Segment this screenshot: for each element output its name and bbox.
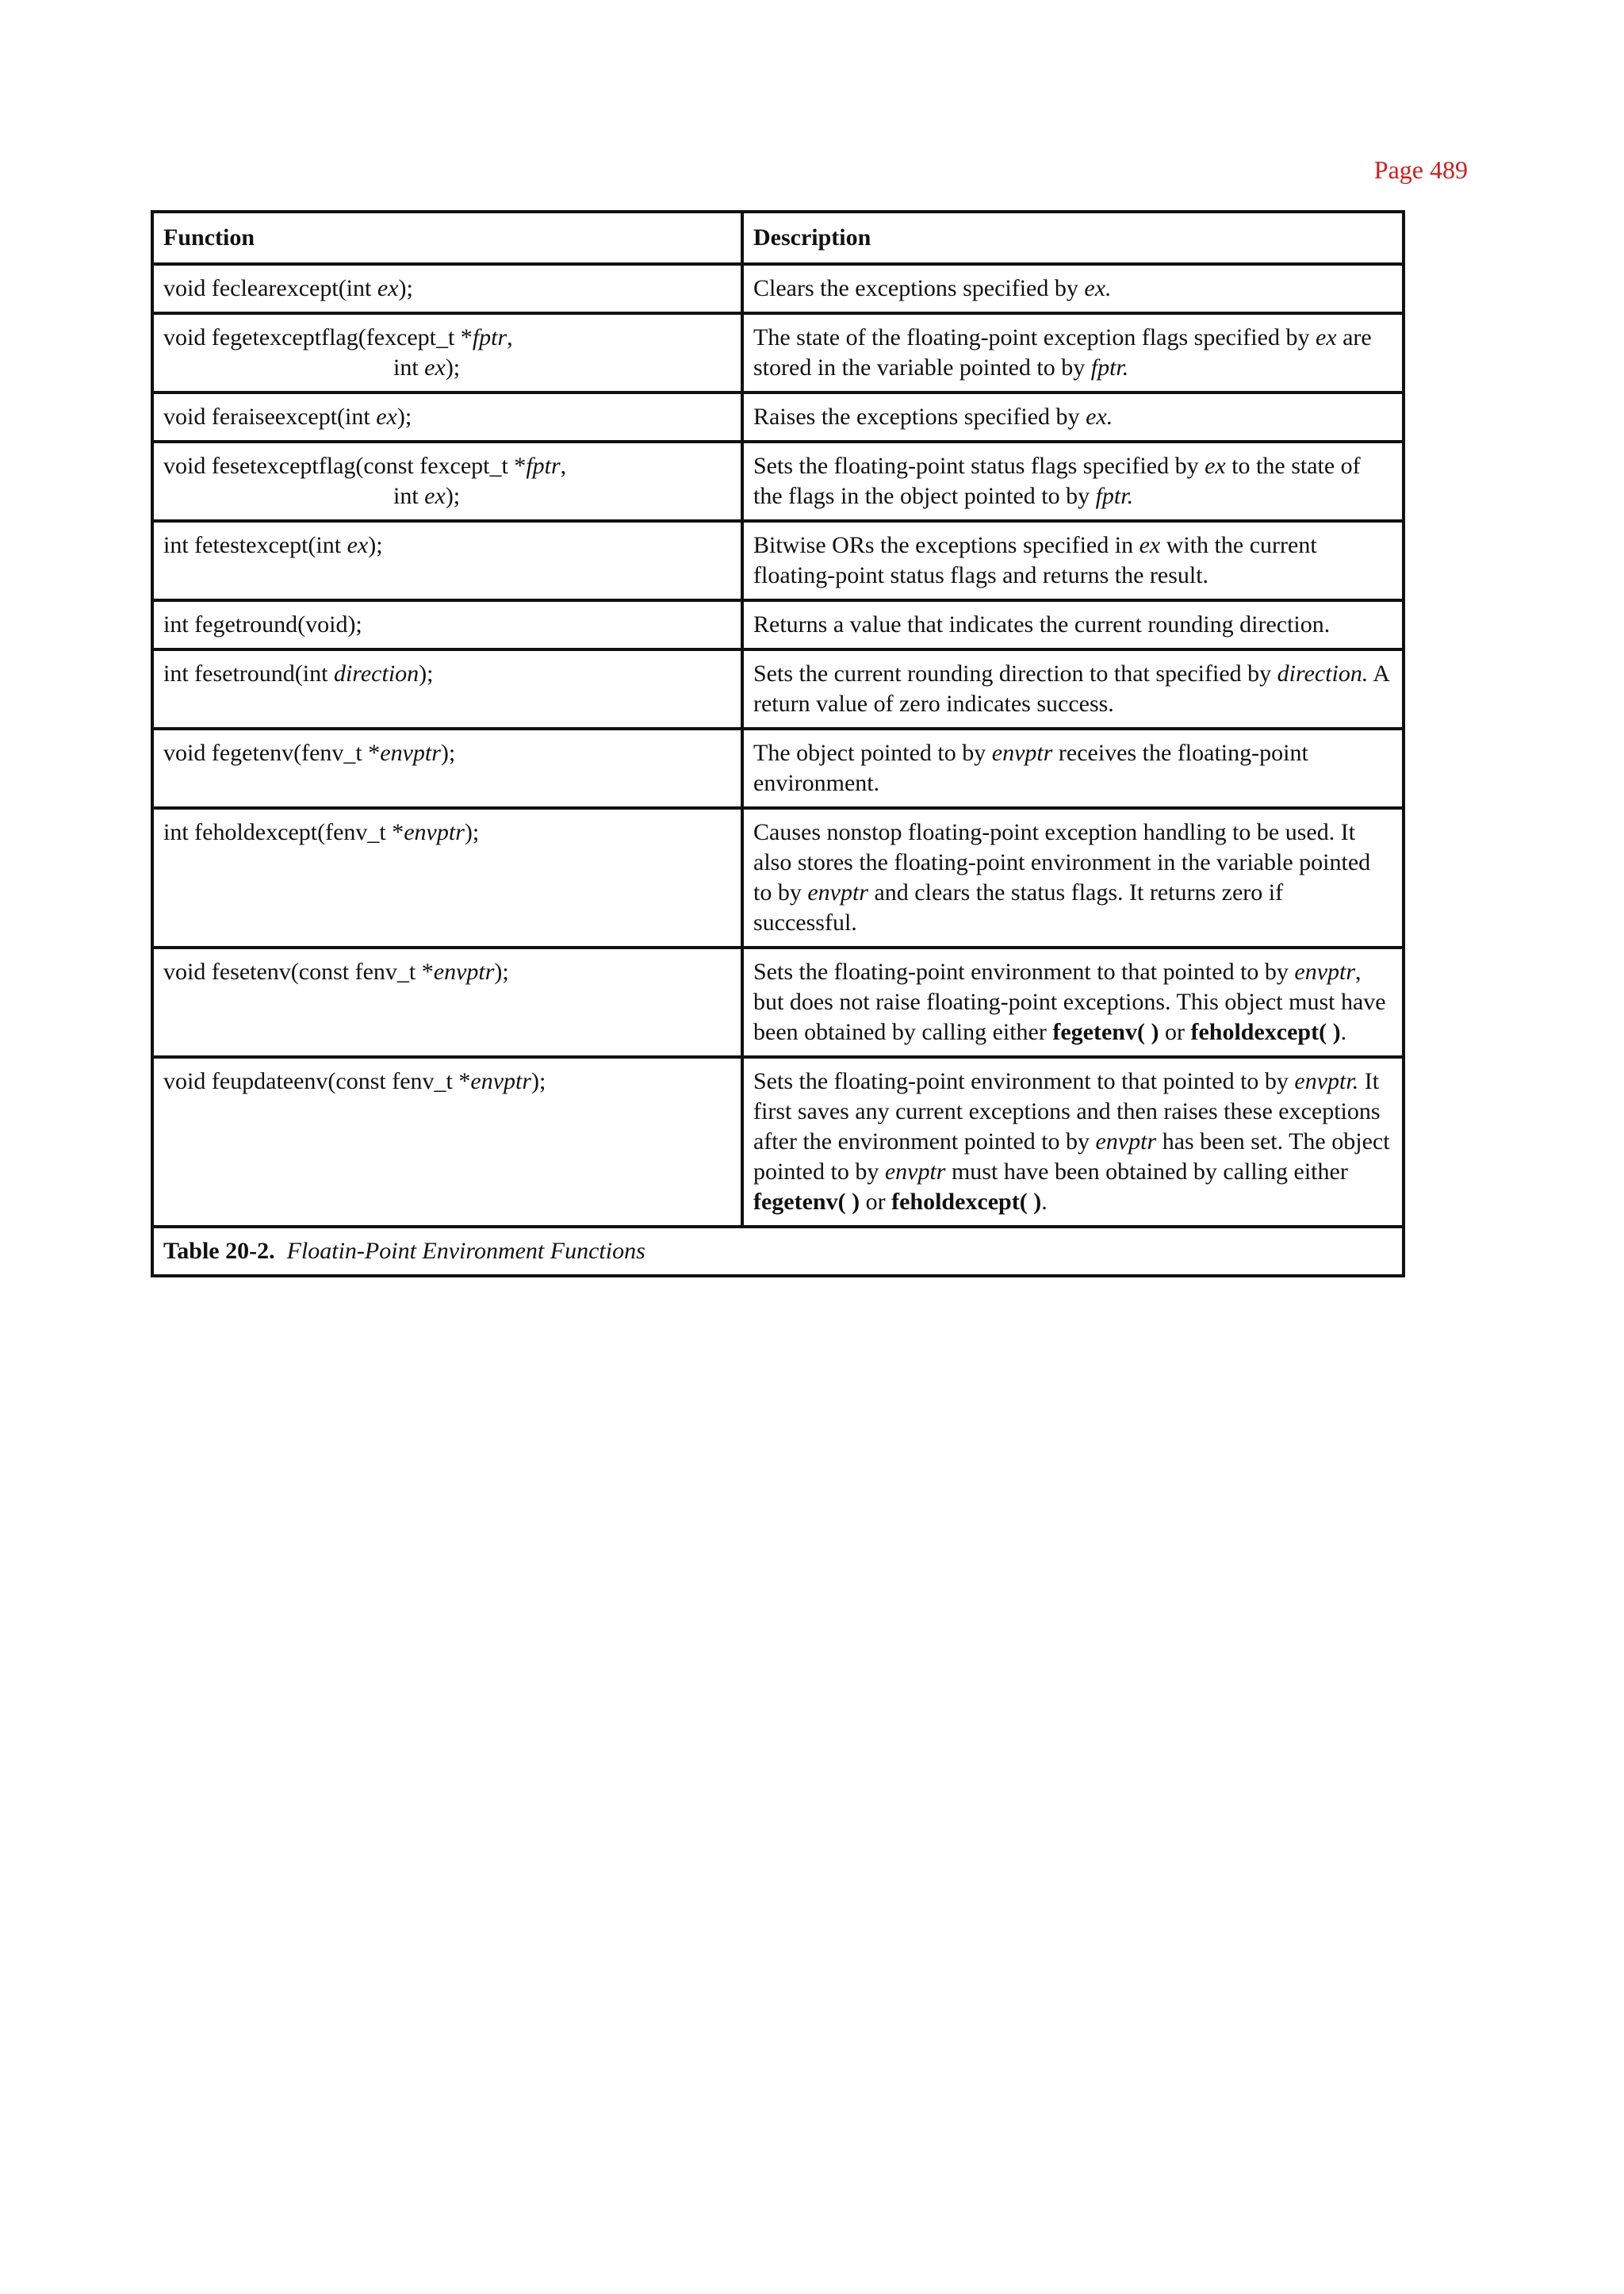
table-row <box>152 313 1404 393</box>
description-cell: Raises the exceptions specified by ex. <box>742 393 1404 442</box>
table-row <box>152 729 1404 808</box>
function-cell <box>152 442 742 521</box>
description-cell: Returns a value that indicates the current rounding direction. <box>742 600 1404 649</box>
description-cell: Bitwise ORs the exceptions specified in ex with the current floating-point status flags and returns the result. <box>742 521 1404 600</box>
function-cell: int fesetround(int direction); <box>152 649 742 729</box>
table-header-row <box>152 212 1404 264</box>
function-line: void fegetexceptflag(fexcept_t *fptr, <box>163 324 513 350</box>
caption-title: Floatin-Point Environment Functions <box>286 1238 645 1264</box>
function-cell: void feclearexcept(int ex); <box>152 264 742 313</box>
function-cell: int fetestexcept(int ex); <box>152 521 742 600</box>
function-cell: void fesetenv(const fenv_t *envptr); <box>152 948 742 1057</box>
description-cell: Sets the floating-point status flags specified by ex to the state of the flags in the object pointed to by fptr. <box>742 442 1404 521</box>
function-cell <box>152 313 742 393</box>
description-cell: Causes nonstop floating-point exception handling to be used. It also stores the floating-point environment in the variable pointed to by envptr and clears the status flags. It returns zero if successful. <box>742 808 1404 948</box>
function-cell: void feraiseexcept(int ex); <box>152 393 742 442</box>
table-caption <box>152 1227 1404 1276</box>
description-cell: Sets the floating-point environment to that pointed to by envptr. It first saves any current exceptions and then raises these exceptions after the environment pointed to by envptr has been set. The object pointed to by envptr must have been obtained by calling either fegetenv( ) or feholdexcept( ). <box>742 1057 1404 1227</box>
description-cell: Sets the floating-point environment to that pointed to by envptr, but does not raise floating-point exceptions. This object must have been obtained by calling either fegetenv( ) or feholdexcept( ). <box>742 948 1404 1057</box>
function-cell: void feupdateenv(const fenv_t *envptr); <box>152 1057 742 1227</box>
table-row <box>152 393 1404 442</box>
function-line: void fesetexceptflag(const fexcept_t *fptr, <box>163 453 567 479</box>
table-row <box>152 264 1404 313</box>
function-cell: int fegetround(void); <box>152 600 742 649</box>
function-line-continued: int ex); <box>393 483 461 509</box>
table-row <box>152 808 1404 948</box>
table-row <box>152 1057 1404 1227</box>
header-function: Function <box>152 212 742 264</box>
table-caption-row <box>152 1227 1404 1276</box>
table-row <box>152 649 1404 729</box>
function-cell: void fegetenv(fenv_t *envptr); <box>152 729 742 808</box>
table-row <box>152 600 1404 649</box>
description-cell: The state of the floating-point exception flags specified by ex are stored in the variable pointed to by fptr. <box>742 313 1404 393</box>
description-cell: Sets the current rounding direction to that specified by direction. A return value of zero indicates success. <box>742 649 1404 729</box>
description-cell: The object pointed to by envptr receives the floating-point environment. <box>742 729 1404 808</box>
header-description: Description <box>742 212 1404 264</box>
page-number: Page 489 <box>1373 155 1468 184</box>
table-row <box>152 442 1404 521</box>
table-row <box>152 948 1404 1057</box>
caption-label: Table 20-2. <box>163 1238 275 1264</box>
table-row <box>152 521 1404 600</box>
description-cell: Clears the exceptions specified by ex. <box>742 264 1404 313</box>
function-table <box>151 210 1405 1277</box>
function-line-continued: int ex); <box>393 354 461 381</box>
function-cell: int feholdexcept(fenv_t *envptr); <box>152 808 742 948</box>
